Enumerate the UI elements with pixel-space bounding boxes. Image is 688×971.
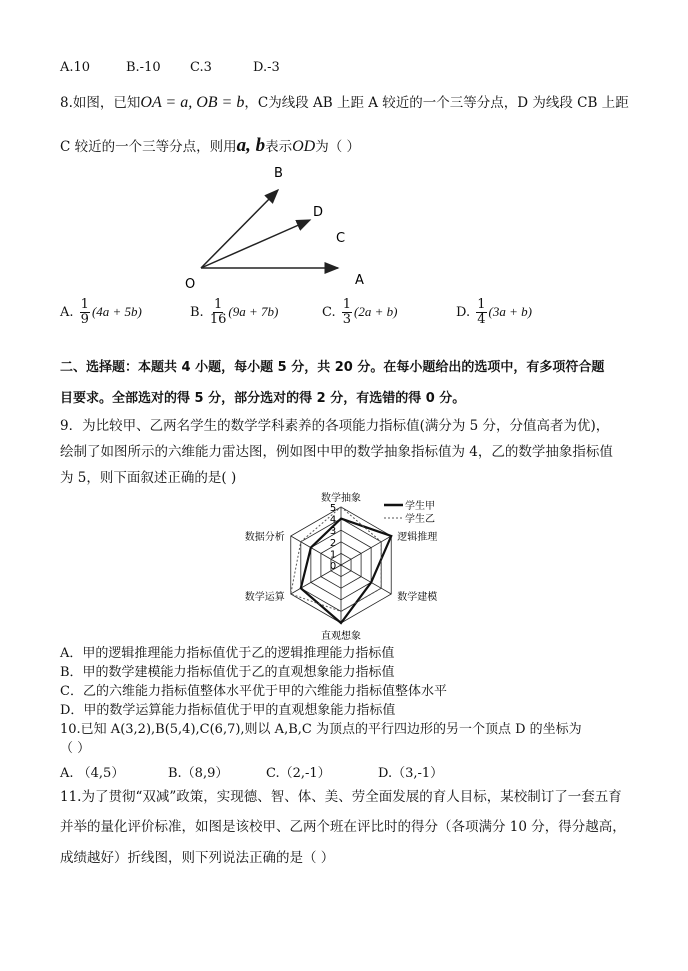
section2-line2: 目要求。全部选对的得 5 分，部分选对的得 2 分，有选错的得 0 分。: [60, 391, 466, 406]
q10-option-b: B.（8,9）: [168, 766, 229, 781]
radar-axis-label: 数据分析: [244, 532, 285, 543]
q9-line3: 为 5，则下面叙述正确的是( ): [60, 470, 237, 486]
vector-od-arrow: [201, 220, 310, 268]
q8-line1-post: ，C为线段 AB 上距 A 较近的一个三等分点，D 为线段 CB 上距: [244, 95, 629, 111]
q9-option-d: D．甲的数学运算能力指标值优于甲的直观想象能力指标值: [60, 703, 396, 718]
radar-axis-label: 直观想象: [321, 631, 361, 640]
q8-line2-pre: C 较近的一个三等分点，则用: [60, 139, 237, 155]
q10-line2: （ ）: [60, 741, 91, 756]
q8-line2-mid: 表示: [265, 139, 293, 155]
radar-legend: [384, 499, 435, 525]
vector-ob-arrow: [201, 190, 278, 268]
q10-option-a: A. （4,5）: [60, 766, 125, 781]
radar-scale-label: 1: [329, 549, 337, 561]
q7-option-d: D.-3: [253, 60, 280, 75]
label-b: B: [274, 166, 283, 181]
q8-line2-od: OD: [292, 138, 316, 155]
q11-line2: 并举的量化评价标准，如图是该校甲、乙两个班在评比时的得分（各项满分 10 分，得分越高，: [60, 819, 626, 835]
radar-scale-label: 0: [329, 561, 337, 572]
radar-axis-label: 数学抽象: [321, 493, 361, 504]
label-d: D: [313, 205, 324, 220]
q10-option-c: C.（2,-1）: [266, 766, 331, 781]
legend-label-yi: 学生乙: [405, 514, 435, 525]
q7-option-a: A.10: [60, 60, 91, 75]
label-o: O: [185, 277, 196, 292]
q11-line3: 成绩越好）折线图，则下列说法正确的是（ ）: [60, 850, 335, 866]
q8-option-b: B. $\frac{1}{16}$ (9a + 7b): [190, 297, 279, 327]
q8-line1: [60, 94, 629, 112]
q10-line1: 10.已知 A(3,2),B(5,4),C(6,7),则以 A,B,C 为顶点的平行四边形的另一个顶点 D 的坐标为: [60, 722, 582, 737]
radar-scale-labels: [330, 503, 336, 572]
radar-chart: [240, 490, 460, 640]
q9-line2: 绘制了如图所示的六维能力雷达图，例如图中甲的数学抽象指标值为 4，乙的数学抽象指标值: [60, 444, 613, 460]
q8-option-d: D. $\frac{1}{4}$ (3a + b): [456, 297, 532, 327]
q8-line1-math: OA = a, OB = b: [140, 94, 245, 111]
radar-axis-label: 逻辑推理: [397, 532, 438, 543]
q8-line2-vectors: a, b: [236, 135, 266, 156]
radar-axis-label: 数学建模: [397, 592, 438, 603]
q9-option-b: B．甲的数学建模能力指标值优于乙的直观想象能力指标值: [60, 665, 395, 680]
label-c: C: [336, 231, 346, 246]
q7-option-c: C.3: [190, 60, 212, 75]
radar-spoke: [341, 536, 391, 565]
q8-line2: [60, 137, 360, 156]
label-a: A: [355, 273, 364, 288]
q8-line1-pre: 8.如图，已知: [60, 95, 141, 111]
q8-option-a: A. $\frac{1}{9}$ (4a + 5b): [60, 297, 142, 327]
radar-scale-label: 2: [329, 537, 337, 549]
q10-option-d: D.（3,-1）: [378, 766, 444, 781]
q9-option-a: A．甲的逻辑推理能力指标值优于乙的逻辑推理能力指标值: [60, 646, 395, 661]
radar-axis-label: 数学运算: [244, 592, 285, 603]
q7-option-b: B.-10: [126, 60, 161, 75]
legend-label-jia: 学生甲: [405, 501, 435, 512]
q8-line2-post: 为（ ）: [315, 139, 361, 155]
radar-scale-label: 5: [329, 503, 337, 514]
section2-line1: 二、选择题：本题共 4 小题，每小题 5 分，共 20 分。在每小题给出的选项中，有多项符合题: [60, 360, 605, 375]
radar-scale-label: 3: [329, 526, 337, 538]
q9-option-c: C．乙的六维能力指标值整体水平优于甲的六维能力指标值整体水平: [60, 684, 447, 699]
q11-line1: 11.为了贯彻“双减”政策，实现德、智、体、美、劳全面发展的育人目标，某校制订了一套五育: [60, 789, 622, 805]
q9-line1: 9．为比较甲、乙两名学生的数学学科素养的各项能力指标值(满分为 5 分，分值高者为优)，: [60, 418, 610, 434]
q8-option-c: C. $\frac{1}{3}$ (2a + b): [322, 297, 398, 327]
radar-scale-label: 4: [329, 514, 337, 526]
q8-vector-figure: [170, 160, 390, 295]
